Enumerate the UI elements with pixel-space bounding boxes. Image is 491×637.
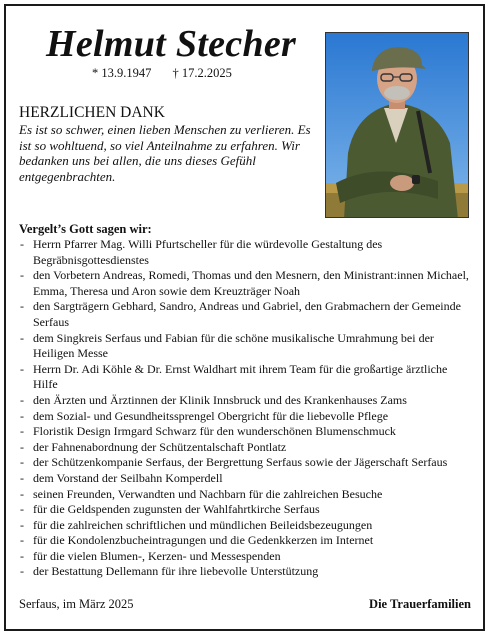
list-item: - für die vielen Blumen-, Kerzen- und Messespenden: [20, 548, 281, 563]
list-item: - dem Sozial- und Gesundheitssprengel Obergricht für die liebevolle Pflege: [20, 408, 389, 423]
place-and-date: Serfaus, im März 2025: [19, 597, 134, 611]
list-item: - seinen Freunden, Verwandten und Nachbarn für die zahlreichen Besuche: [20, 486, 383, 501]
list-item: - für die Geldspenden zugunsten der Wahlfahrtkirche Serfaus: [20, 502, 320, 517]
list-item: - für die zahlreichen schriftlichen und mündlichen Beileidsbezeugungen: [20, 517, 373, 532]
portrait-photo: [325, 32, 469, 218]
death-date: † 17.2.2025: [172, 66, 232, 80]
family-signature: Die Trauerfamilien: [369, 597, 471, 611]
list-item: - der Schützenkompanie Serfaus, der Bergrettung Serfaus sowie der Jägerschaft Serfaus: [20, 455, 448, 470]
list-item: - für die Kondolenzbucheintragungen und die Gedenkkerzen im Internet: [20, 533, 374, 548]
portrait-illustration: [326, 33, 469, 218]
acknowledgement-list: [19, 237, 471, 580]
list-item: - der Bestattung Dellemann für ihre liebevolle Unterstützung: [20, 564, 319, 579]
list-item: - den Vorbetern Andreas, Romedi, Thomas und den Mesnern, den Ministrant:innen Michael, Emma, Theresa und Aron sowie dem Kreuzträger Noah: [20, 268, 469, 298]
list-item: - dem Singkreis Serfaus und Fabian für die schöne musikalische Umrahmung bei der Heiligen Messe: [20, 330, 434, 361]
thanks-heading: HERZLICHEN DANK: [19, 104, 165, 121]
list-item: - dem Vorstand der Seilbahn Komperdell: [20, 470, 223, 485]
acknowledgement-heading: Vergelt’s Gott sagen wir:: [19, 222, 152, 236]
birth-date: * 13.9.1947: [92, 66, 152, 80]
deceased-name: Helmut Stecher: [46, 23, 297, 65]
list-item: - Herrn Dr. Adi Köhle & Dr. Ernst Waldhart mit ihrem Team für die großartige ärztliche Hilfe: [20, 361, 448, 392]
thanks-message: Es ist so schwer, einen lieben Menschen zu verlieren. Es ist so wohltuend, so viel Anteilnahme zu erfahren. Wir bedanken uns bei allen, die uns dieses Gefühl entgegenbrachten.: [19, 122, 311, 184]
list-item: - Herrn Pfarrer Mag. Willi Pfurtscheller für die würdevolle Gestaltung des Begräbnisgottesdienstes: [20, 237, 383, 267]
list-item: - der Fahnenabordnung der Schützentalschaft Pontlatz: [20, 439, 287, 454]
list-item: - den Sargträgern Gebhard, Sandro, Andreas und Gabriel, den Grabmachern der Gemeinde Serfaus: [20, 299, 461, 329]
list-item: - Floristik Design Irmgard Schwarz für den wunderschönen Blumenschmuck: [20, 424, 396, 439]
list-item: - den Ärzten und Ärztinnen der Klinik Innsbruck und des Krankenhauses Zams: [20, 392, 407, 407]
life-dates: [92, 66, 250, 81]
